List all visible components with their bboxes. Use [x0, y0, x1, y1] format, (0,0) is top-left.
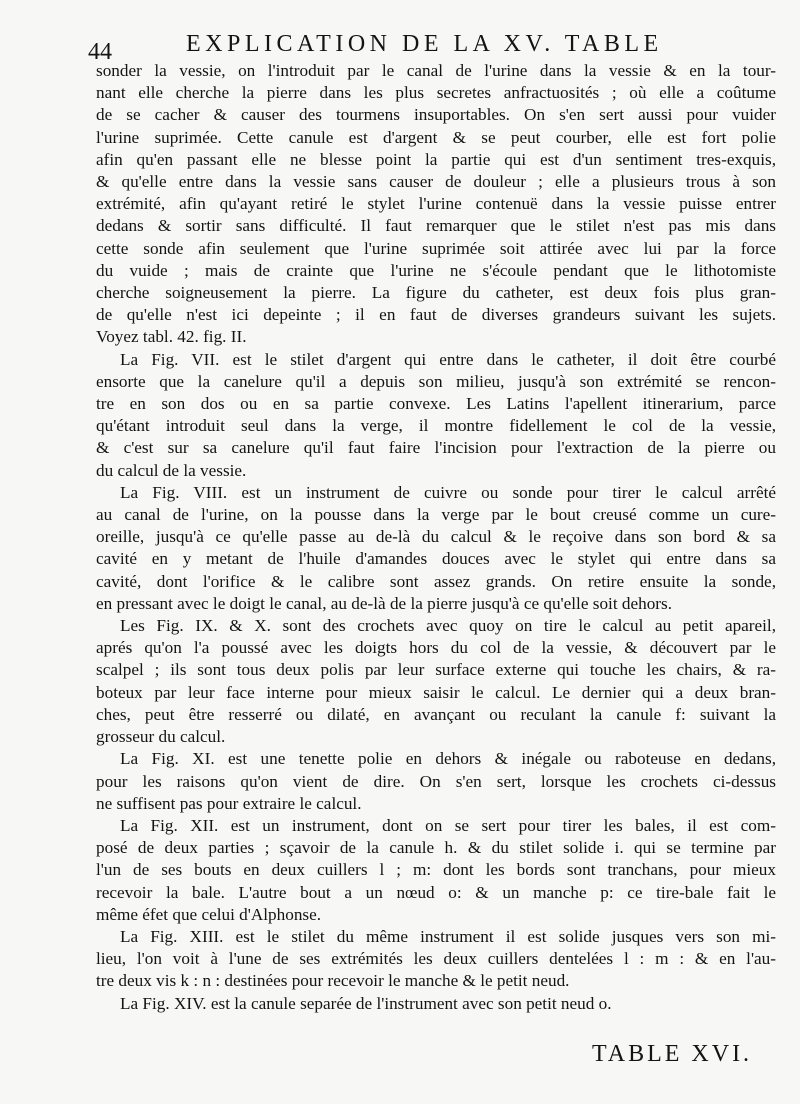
page-number: 44 — [88, 39, 112, 65]
text-line: du calcul de la vessie. — [96, 460, 247, 480]
running-head: EXPLICATION DE LA XV. TABLE — [186, 31, 663, 57]
text-line: ensorte que la canelure qu'il a depuis son milieu, jusqu'à son extrémité se rencon- — [96, 371, 776, 391]
text-line: aprés qu'on l'a poussé avec les doigts hors du col de la vessie, & découvert par le — [96, 638, 776, 658]
text-line: recevoir la bale. L'autre bout a un nœud o: & un manche p: ce tire-bale fait le — [96, 882, 776, 902]
text-line: en pressant avec le doigt le canal, au de-là de la pierre jusqu'à ce qu'elle soit dehors. — [96, 593, 673, 613]
paragraph — [96, 815, 776, 926]
paragraph — [96, 993, 776, 1015]
text-line: l'un de ses bouts en deux cuillers l ; m: dont les bords sont tranchans, pour mieux — [96, 860, 776, 880]
paragraph — [96, 926, 776, 993]
text-line: du vuide ; mais de crainte que l'urine ne s'écoule pendant que le lithotomiste — [96, 260, 776, 280]
text-line: & c'est sur sa canelure qu'il faut faire l'incision pour l'extraction de la pierre ou — [96, 438, 776, 458]
text-line: Les Fig. IX. & X. sont des crochets avec quoy on tire le calcul au petit apareil, — [120, 616, 776, 636]
text-line: de qu'elle n'est ici depeinte ; il en faut de diverses grandeurs suivant les sujets. — [96, 305, 776, 325]
text-line: scalpel ; ils sont tous deux polis par leur surface externe qui touche les chairs, & ra- — [96, 660, 776, 680]
text-line: qu'étant introduit seul dans la verge, il montre fidellement le col de la vessie, — [96, 416, 776, 436]
text-line: l'urine suprimée. Cette canule est d'argent & se peut courber, elle est fort polie — [96, 127, 776, 147]
text-line: extrémité, afin qu'ayant retiré le stylet l'urine contenuë dans la vessie puisse entrer — [96, 194, 776, 214]
text-line: sonder la vessie, on l'introduit par le canal de l'urine dans la vessie & en la tour- — [96, 61, 776, 80]
text-line: grosseur du calcul. — [96, 727, 226, 747]
text-line: boteux par leur face interne pour mieux saisir le calcul. Le dernier qui a deux bran- — [96, 682, 776, 702]
text-line: tre en son dos ou en sa partie convexe. Les Latins l'apellent itinerarium, parce — [96, 394, 776, 414]
paragraph — [96, 615, 776, 748]
text-line: oreille, jusqu'à ce qu'elle passe au de-là du calcul & le reçoive dans son bord & sa — [96, 527, 776, 547]
text-line: cherche soigneusement la pierre. La figure du catheter, est deux fois plus gran- — [96, 283, 776, 303]
catchword: TABLE XVI. — [592, 1041, 753, 1067]
text-line: cavité en y metant de l'huile d'amandes douces avec le stylet qui entre dans sa — [96, 549, 776, 569]
paragraph — [96, 748, 776, 815]
text-line: ne suffisent pas pour extraire le calcul. — [96, 793, 362, 813]
text-line: cavité, dont l'orifice & le calibre sont assez grands. On retire ensuite la sonde, — [96, 571, 776, 591]
text-line: tre deux vis k : n : destinées pour recevoir le manche & le petit neud. — [96, 971, 570, 991]
text-line: au canal de l'urine, on la pousse dans la verge par le bout creusé comme un cure- — [96, 505, 776, 525]
paragraph — [96, 482, 776, 615]
text-line: Voyez tabl. 42. fig. II. — [96, 327, 247, 347]
paragraph — [96, 60, 776, 349]
text-line: afin qu'en passant elle ne blesse point la partie qui est d'un sentiment tres-exquis, — [96, 149, 776, 169]
text-line: La Fig. XII. est un instrument, dont on se sert pour tirer les bales, il est com- — [120, 815, 776, 835]
text-line: La Fig. XIII. est le stilet du même instrument il est solide jusques vers son mi- — [120, 926, 776, 946]
text-line: cette sonde afin seulement que l'urine suprimée soit attirée avec lui par la force — [96, 238, 776, 258]
text-line: de se cacher & causer des tourmens insuportables. On s'en sert aussi pour vuider — [96, 105, 776, 125]
text-line: La Fig. VIII. est un instrument de cuivre ou sonde pour tirer le calcul arrêté — [120, 482, 776, 502]
text-line: La Fig. XIV. est la canule separée de l'instrument avec son petit neud o. — [120, 993, 612, 1013]
text-line: La Fig. VII. est le stilet d'argent qui entre dans le catheter, il doit être courbé — [120, 349, 776, 369]
text-line: pour les raisons qu'on vient de dire. On s'en sert, lorsque les crochets ci-dessus — [96, 771, 776, 791]
text-line: La Fig. XI. est une tenette polie en dehors & inégale ou raboteuse en dedans, — [120, 749, 776, 769]
text-line: même éfet que celui d'Alphonse. — [96, 904, 322, 924]
text-line: lieu, l'on voit à l'une de ses extrémités les deux cuillers dentelées l : m : & en l'au- — [96, 949, 776, 969]
text-line: posé de deux parties ; sçavoir de la canule h. & du stilet solide i. qui se termine par — [96, 838, 776, 858]
text-line: ches, peut être resserré ou dilaté, en avançant ou reculant la canule f: suivant la — [96, 704, 776, 724]
text-line: & qu'elle entre dans la vessie sans causer de douleur ; elle a plusieurs trous à son — [96, 172, 776, 192]
text-line: dedans & sortir sans difficulté. Il faut remarquer que le stilet n'est pas mis dans — [96, 216, 776, 236]
paragraph — [96, 349, 776, 482]
body-text — [96, 60, 776, 1015]
text-line: nant elle cherche la pierre dans les plus secretes anfractuosités ; où elle a coûtume — [96, 83, 776, 103]
